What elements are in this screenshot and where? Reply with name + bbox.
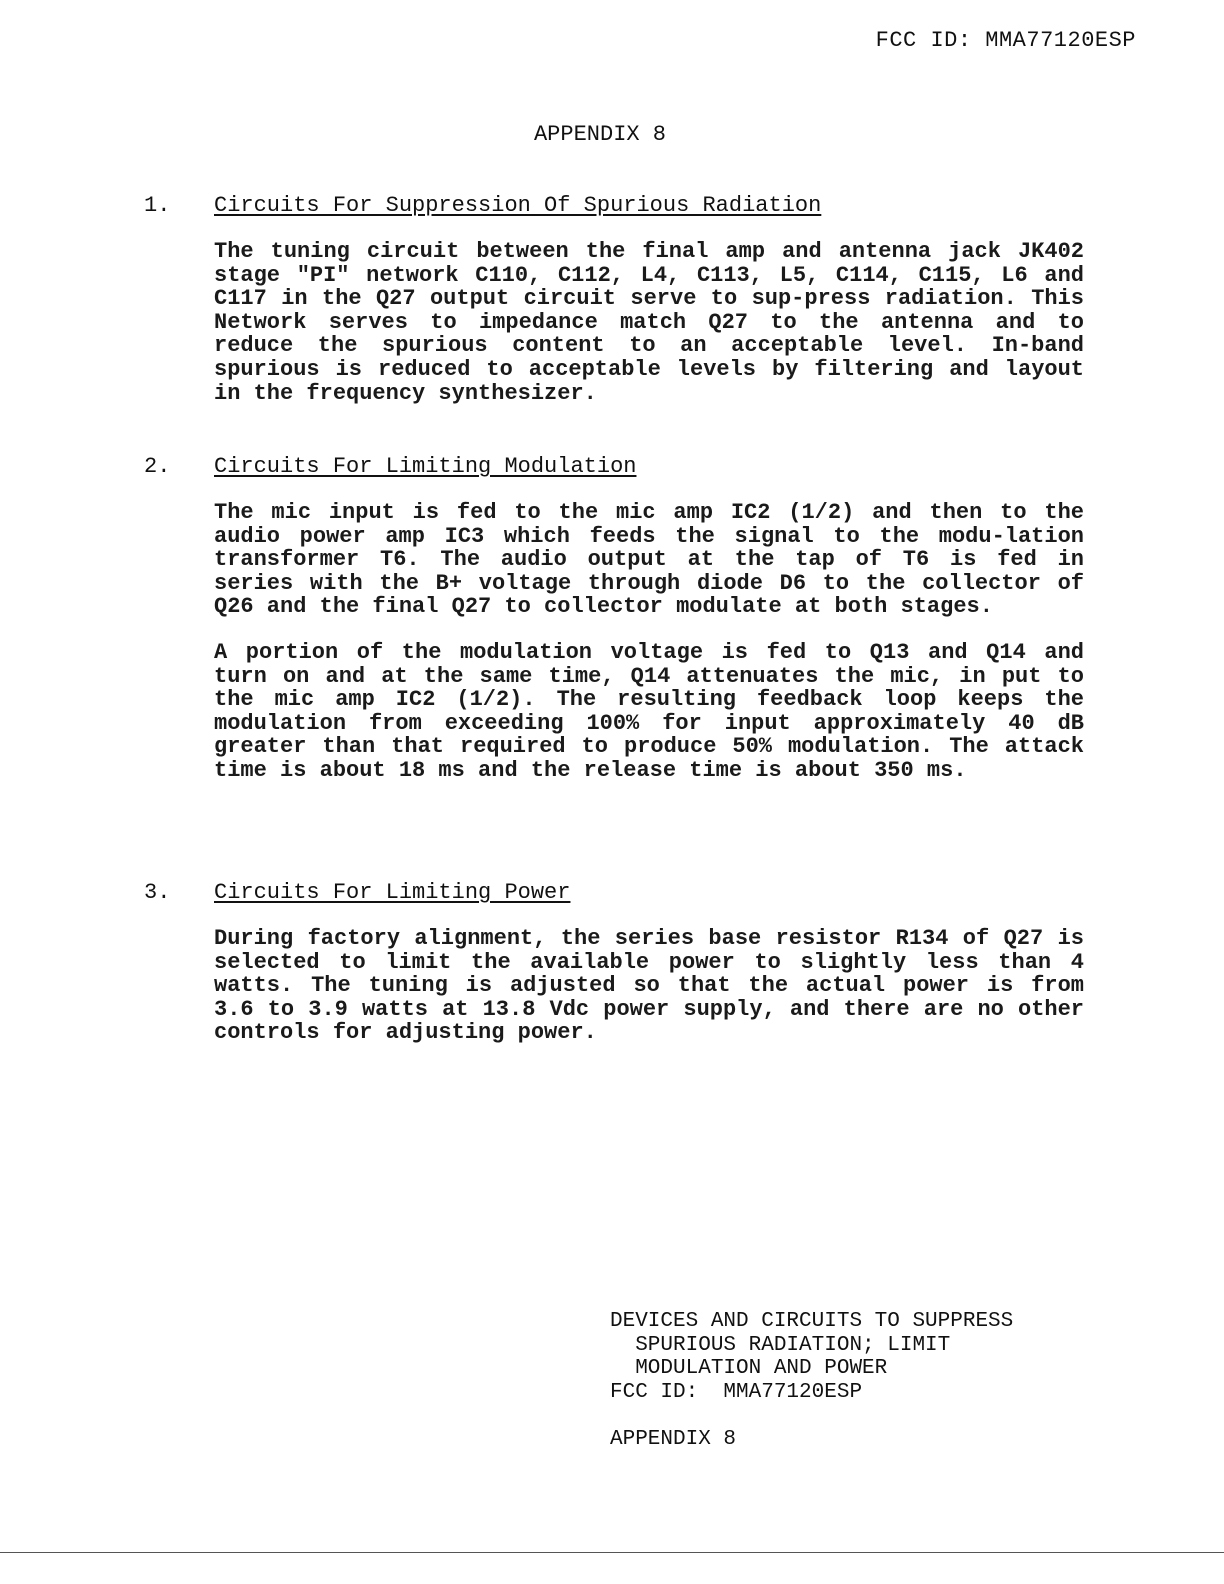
section-paragraph: The tuning circuit between the final amp and antenna jack JK402 stage "PI" network C110, C112, L4, C113, L5, C114, C115, L6 and C117 in the Q27 output circuit serve to sup-press radiation. This Network serves to impedance match Q27 to the antenna and to reduce the spurious content to an acceptable level. In-band spurious is reduced to acceptable levels by filtering and layout in the frequency synthesizer. [214,239,1084,406]
section-title: Circuits For Suppression Of Spurious Radiation [214,193,822,218]
section-heading [144,455,1084,479]
section-heading [144,881,1084,905]
footer-appendix-label: APPENDIX 8 [610,1428,737,1451]
section-number: 1. [144,193,171,218]
footer-fcc-id: FCC ID: MMA77120ESP [610,1380,863,1404]
bottom-divider [0,1552,1224,1553]
footer-caption [610,1310,1013,1404]
section-title: Circuits For Limiting Modulation [214,454,637,479]
page-title: APPENDIX 8 [533,122,667,147]
section-limiting-modulation [144,455,1084,783]
section-suppression-of-spurious-radiation [144,194,1084,405]
section-paragraph: During factory alignment, the series base resistor R134 of Q27 is selected to limit the available power to slightly less than 4 watts. The tuning is adjusted so that the actual power is from 3.6 to 3.9 watts at 13.8 Vdc power supply, and there are no other controls for adjusting power. [214,926,1084,1046]
section-paragraph: A portion of the modulation voltage is fed to Q13 and Q14 and turn on and at the same time, Q14 attenuates the mic, in put to the mic amp IC2 (1/2). The resulting feedback loop keeps the modulation from exceeding 100% for input approximately 40 dB greater than that required to produce 50% modulation. The attack time is about 18 ms and the release time is about 350 ms. [214,639,1084,783]
footer-line: DEVICES AND CIRCUITS TO SUPPRESS [610,1310,1014,1333]
section-number: 3. [144,880,171,905]
footer-line: SPURIOUS RADIATION; LIMIT [610,1333,951,1357]
header-fcc-id: FCC ID: MMA77120ESP [875,28,1136,53]
section-heading [144,194,1084,218]
section-title: Circuits For Limiting Power [214,880,571,905]
section-number: 2. [144,454,171,479]
section-paragraph: The mic input is fed to the mic amp IC2 (1/2) and then to the audio power amp IC3 which feeds the signal to the modu-lation transformer T6. The audio output at the tap of T6 is fed in series with the B+ voltage through diode D6 to the collector of Q26 and the final Q27 to collector modulate at both stages. [214,500,1084,620]
footer-line: MODULATION AND POWER [610,1357,888,1380]
section-limiting-power [144,881,1084,1045]
